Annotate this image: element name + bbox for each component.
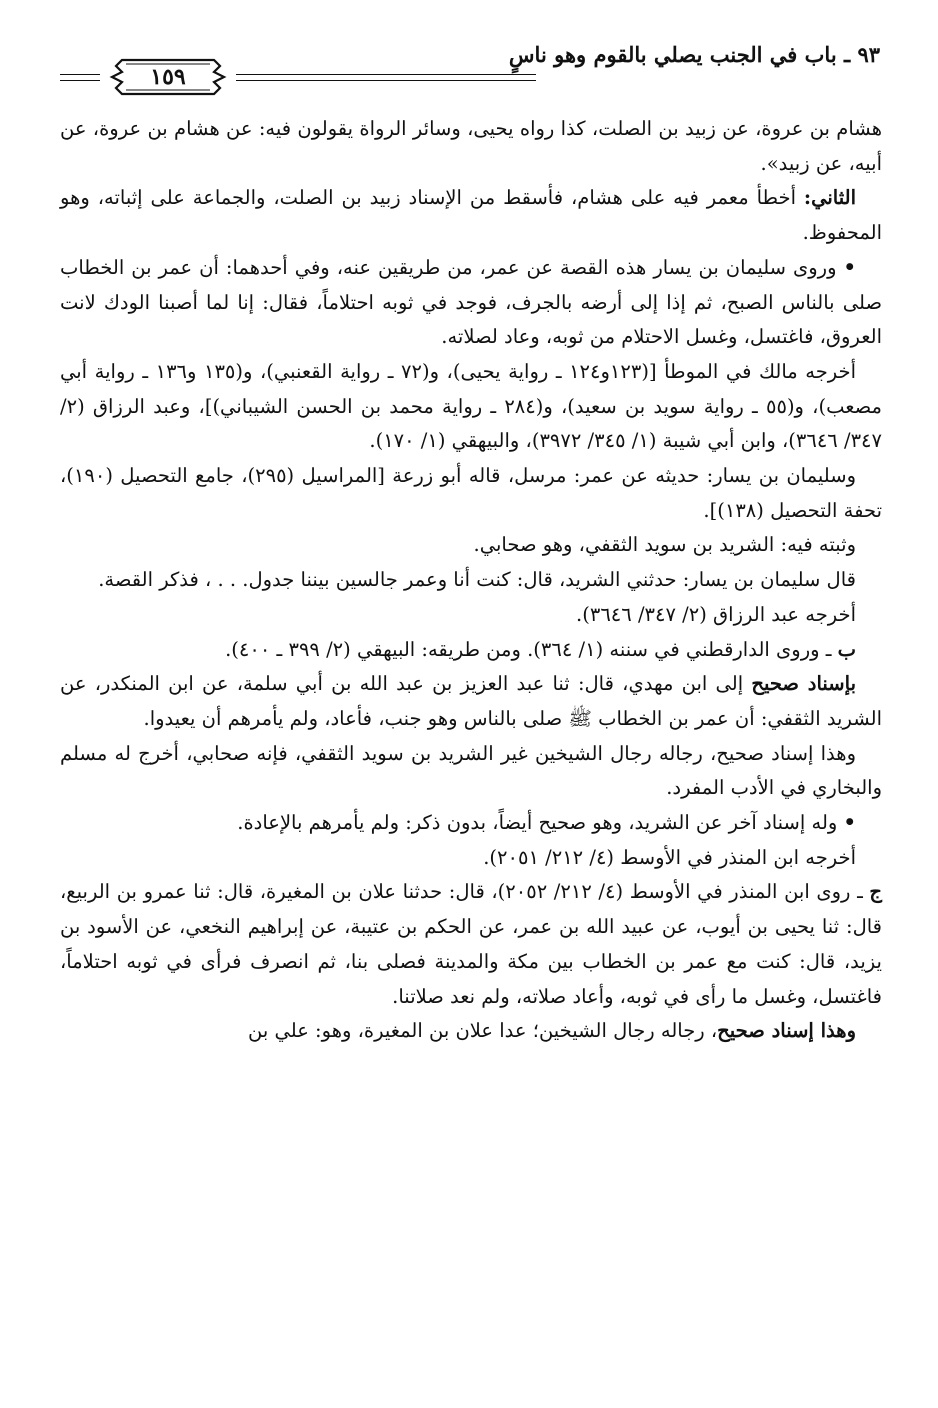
bullet-icon: • xyxy=(843,255,856,279)
paragraph-lead: بإسناد صحيح xyxy=(751,672,857,696)
paragraph-text: إلى ابن مهدي، قال: ثنا عبد العزيز بن عبد الله بن أبي سلمة، عن ابن المنكدر، عن الشريد الثقفي: أن عمر بن الخطاب ﷺ صلى بالناس وهو جنب، فأعاد، ولم يأمرهم أن يعيدوا. xyxy=(60,672,882,730)
header-rule-right-2 xyxy=(236,80,536,81)
paragraph-text: أخرجه عبد الرزاق (٢/ ٣٤٧/ ٣٦٤٦). xyxy=(576,602,856,626)
paragraph-text: ـ روى ابن المنذر في الأوسط (٤/ ٢١٢/ ٢٠٥٢)، قال: حدثنا علان بن المغيرة، قال: ثنا عمرو بن الربيع، قال: ثنا يحيى بن أيوب، عن عبيد الله بن عمر، عن الحكم بن عتيبة، عن إبراهيم النخعي، عن الأسود بن يزيد، قال: كنت مع عمر بن الخطاب بين مكة والمدينة فصلى بنا، ثم انصرف فرأى في ثوبه احتلاماً، فاغتسل، وغسل ما رأى في ثوبه، وأعاد صلاته، ولم نعد صلاتنا. xyxy=(60,880,882,1008)
paragraph xyxy=(60,563,882,598)
paragraph-text: وروى سليمان بن يسار هذه القصة عن عمر، من طريقين عنه، وفي أحدهما: أن عمر بن الخطاب صلى بالناس الصبح، ثم إذا إلى أرضه بالجرف، فوجد في ثوبه احتلاماً، فقال: إنا لما أصبنا الودك لانت العروق، فاغتسل، وغسل الاحتلام من ثوبه، وعاد لصلاته. xyxy=(60,255,882,349)
page-number: ١٥٩ xyxy=(150,64,186,90)
paragraph xyxy=(60,875,882,1014)
paragraph xyxy=(60,806,882,841)
paragraph xyxy=(60,737,882,806)
header-rule-right xyxy=(236,74,536,75)
paragraph-text: أخطأ معمر فيه على هشام، فأسقط من الإسناد زبيد بن الصلت، والجماعة على إثباته، وهو المحفوظ. xyxy=(60,186,882,245)
paragraph-lead: الثاني: xyxy=(803,186,856,210)
paragraph xyxy=(60,633,882,668)
paragraph xyxy=(60,528,882,563)
paragraph-text: هشام بن عروة، عن زبيد بن الصلت، كذا رواه يحيى، وسائر الرواة يقولون فيه: عن هشام بن عروة، عن أبيه، عن زبيد». xyxy=(60,117,882,175)
paragraph xyxy=(60,841,882,876)
paragraph-text: وسليمان بن يسار: حديثه عن عمر: مرسل، قاله أبو زرعة [المراسيل (٢٩٥)، جامع التحصيل (١٩٠)، تحفة التحصيل (١٣٨)]. xyxy=(60,464,882,522)
paragraph xyxy=(60,112,882,181)
paragraph xyxy=(60,459,882,528)
paragraph-text: أخرجه مالك في الموطأ [(١٢٣و١٢٤ ـ رواية يحيى)، و(٧٢ ـ رواية القعنبي)، و(١٣٥ و١٣٦ ـ رواية أبي مصعب)، و(٥٥ ـ رواية سويد بن سعيد)، و(٢٨٤ ـ رواية محمد بن الحسن الشيباني)]، وعبد الرزاق (٢/ ٣٤٧/ ٣٦٤٦)، وابن أبي شيبة (١/ ٣٤٥/ ٣٩٧٢)، والبيهقي (١/ ١٧٠). xyxy=(60,359,882,453)
paragraph xyxy=(60,355,882,459)
paragraph xyxy=(60,1014,882,1049)
chapter-title: ٩٣ ـ باب في الجنب يصلي بالقوم وهو ناسٍ xyxy=(508,42,880,67)
paragraph-text: ـ وروى الدارقطني في سننه (١/ ٣٦٤). ومن طريقه: البيهقي (٢/ ٣٩٩ ـ ٤٠٠). xyxy=(225,637,838,661)
paragraph-lead: ب xyxy=(837,637,856,661)
paragraph-text: أخرجه ابن المنذر في الأوسط (٤/ ٢١٢/ ٢٠٥١). xyxy=(483,845,856,869)
paragraph-lead: وهذا إسناد صحيح xyxy=(717,1019,856,1043)
paragraph-text: ، رجاله رجال الشيخين؛ عدا علان بن المغيرة، وهو: علي بن xyxy=(248,1019,718,1043)
header-rule-left-2 xyxy=(60,80,100,81)
paragraph xyxy=(60,181,882,250)
paragraph-text: وهذا إسناد صحيح، رجاله رجال الشيخين غير الشريد بن سويد الثقفي، فإنه صحابي، أخرج له مسلم والبخاري في الأدب المفرد. xyxy=(60,741,882,800)
page-header xyxy=(60,40,880,102)
bullet-icon: • xyxy=(843,811,856,835)
paragraph-text: وثبته فيه: الشريد بن سويد الثقفي، وهو صحابي. xyxy=(473,533,856,557)
paragraph xyxy=(60,667,882,736)
paragraph-lead: ج xyxy=(869,880,882,904)
paragraph-text: قال سليمان بن يسار: حدثني الشريد، قال: كنت أنا وعمر جالسين بيننا جدول. . . ، فذكر القصة. xyxy=(98,568,856,592)
page-body xyxy=(60,112,882,1049)
header-rule-left xyxy=(60,74,100,75)
paragraph xyxy=(60,598,882,633)
paragraph-text: وله إسناد آخر عن الشريد، وهو صحيح أيضاً، بدون ذكر: ولم يأمرهم بالإعادة. xyxy=(237,811,844,835)
paragraph xyxy=(60,251,882,355)
page-number-badge xyxy=(108,56,228,98)
